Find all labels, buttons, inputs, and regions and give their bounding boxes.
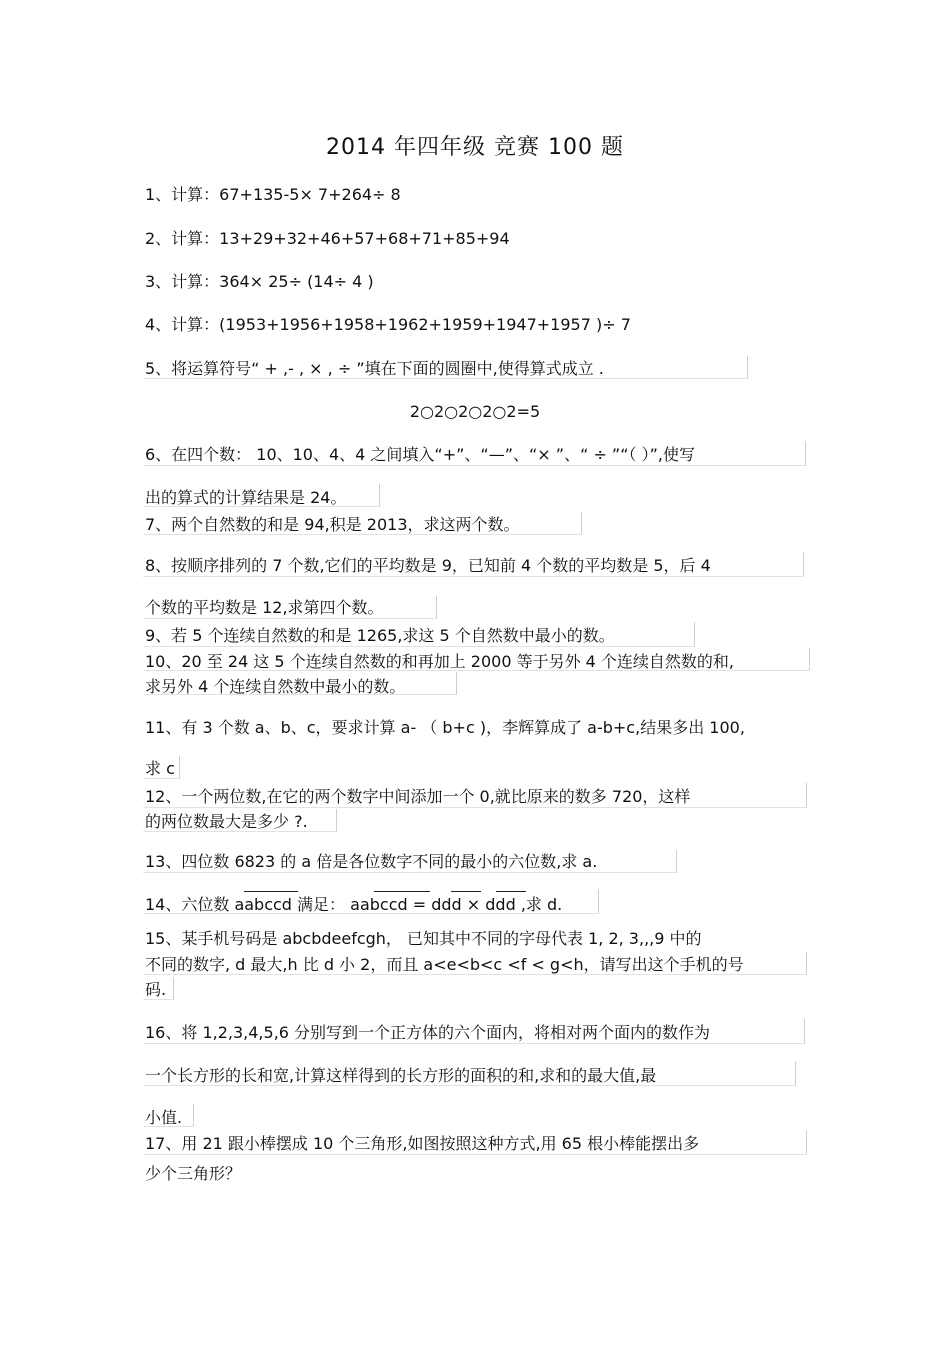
overline-aabccd xyxy=(244,891,298,892)
problem-14: 14、六位数 aabccd 满足： aabccd = ddd × ddd ,求 d. xyxy=(145,895,563,914)
problem-2: 2、计算：13+29+32+46+57+68+71+85+94 xyxy=(145,229,510,248)
problem-6-line-1: 6、在四个数： 10、10、4、4 之间填入“+”、“—”、“× ”、“ ÷ ”“（ ）”,使写 xyxy=(145,445,695,464)
problem-10-line-1: 10、20 至 24 这 5 个连续自然数的和再加上 2000 等于另外 4 个连续自然数的和, xyxy=(145,652,735,671)
problem-4: 4、计算：(1953+1956+1958+1962+1959+1947+1957 )÷ 7 xyxy=(145,315,631,334)
problem-12-line-2: 的两位数最大是多少 ?. xyxy=(145,812,308,831)
problem-3: 3、计算：364× 25÷ (14÷ 4 ) xyxy=(145,272,374,291)
document-title: 2014 年四年级 竞赛 100 题 xyxy=(326,135,624,160)
problem-16-line-1: 16、将 1,2,3,4,5,6 分别写到一个正方体的六个面内，将相对两个面内的数作为 xyxy=(145,1023,711,1042)
problem-1: 1、计算：67+135-5× 7+264÷ 8 xyxy=(145,185,401,204)
problem-11-line-2: 求 c xyxy=(145,759,175,778)
overline-aabccd xyxy=(374,891,430,892)
problem-10-line-2: 求另外 4 个连续自然数中最小的数。 xyxy=(145,677,406,696)
problem-15-line-2: 不同的数字, d 最大,h 比 d 小 2，而且 a<e<b<c <f < g<h，请写出这个手机的号 xyxy=(145,955,744,974)
problem-12-line-1: 12、一个两位数,在它的两个数字中间添加一个 0,就比原来的数多 720，这样 xyxy=(145,787,691,806)
overline-ddd xyxy=(451,891,481,892)
overline-ddd xyxy=(496,891,526,892)
problem-16-line-3: 小值. xyxy=(145,1108,183,1127)
problem-6-line-2: 出的算式的计算结果是 24。 xyxy=(145,488,347,507)
problem-15-line-1: 15、某手机号码是 abcbdeefcgh， 已知其中不同的字母代表 1, 2, 3,,,9 中的 xyxy=(145,929,702,948)
problem-15-line-3: 码. xyxy=(145,980,167,999)
problem-5: 5、将运算符号“ + ,- , × , ÷ ”填在下面的圆圈中,使得算式成立 . xyxy=(145,359,604,378)
problem-17-line-1: 17、用 21 跟小棒摆成 10 个三角形,如图按照这种方式,用 65 根小棒能摆出多 xyxy=(145,1134,700,1153)
problem-9: 9、若 5 个连续自然数的和是 1265,求这 5 个自然数中最小的数。 xyxy=(145,626,615,645)
problem-5-equation: 2○2○2○2○2=5 xyxy=(409,402,541,421)
problem-13: 13、四位数 6823 的 a 倍是各位数字不同的最小的六位数,求 a. xyxy=(145,852,598,871)
problem-11-line-1: 11、有 3 个数 a、b、c，要求计算 a- （ b+c )，李辉算成了 a-b+c,结果多出 100, xyxy=(145,718,745,737)
problem-8-line-1: 8、按顺序排列的 7 个数,它们的平均数是 9，已知前 4 个数的平均数是 5，后 4 xyxy=(145,556,711,575)
problem-8-line-2: 个数的平均数是 12,求第四个数。 xyxy=(145,598,384,617)
problem-7: 7、两个自然数的和是 94,积是 2013，求这两个数。 xyxy=(145,515,520,534)
problem-17-line-2: 少个三角形？ xyxy=(145,1164,242,1183)
problem-16-line-2: 一个长方形的长和宽,计算这样得到的长方形的面积的和,求和的最大值,最 xyxy=(145,1066,657,1085)
